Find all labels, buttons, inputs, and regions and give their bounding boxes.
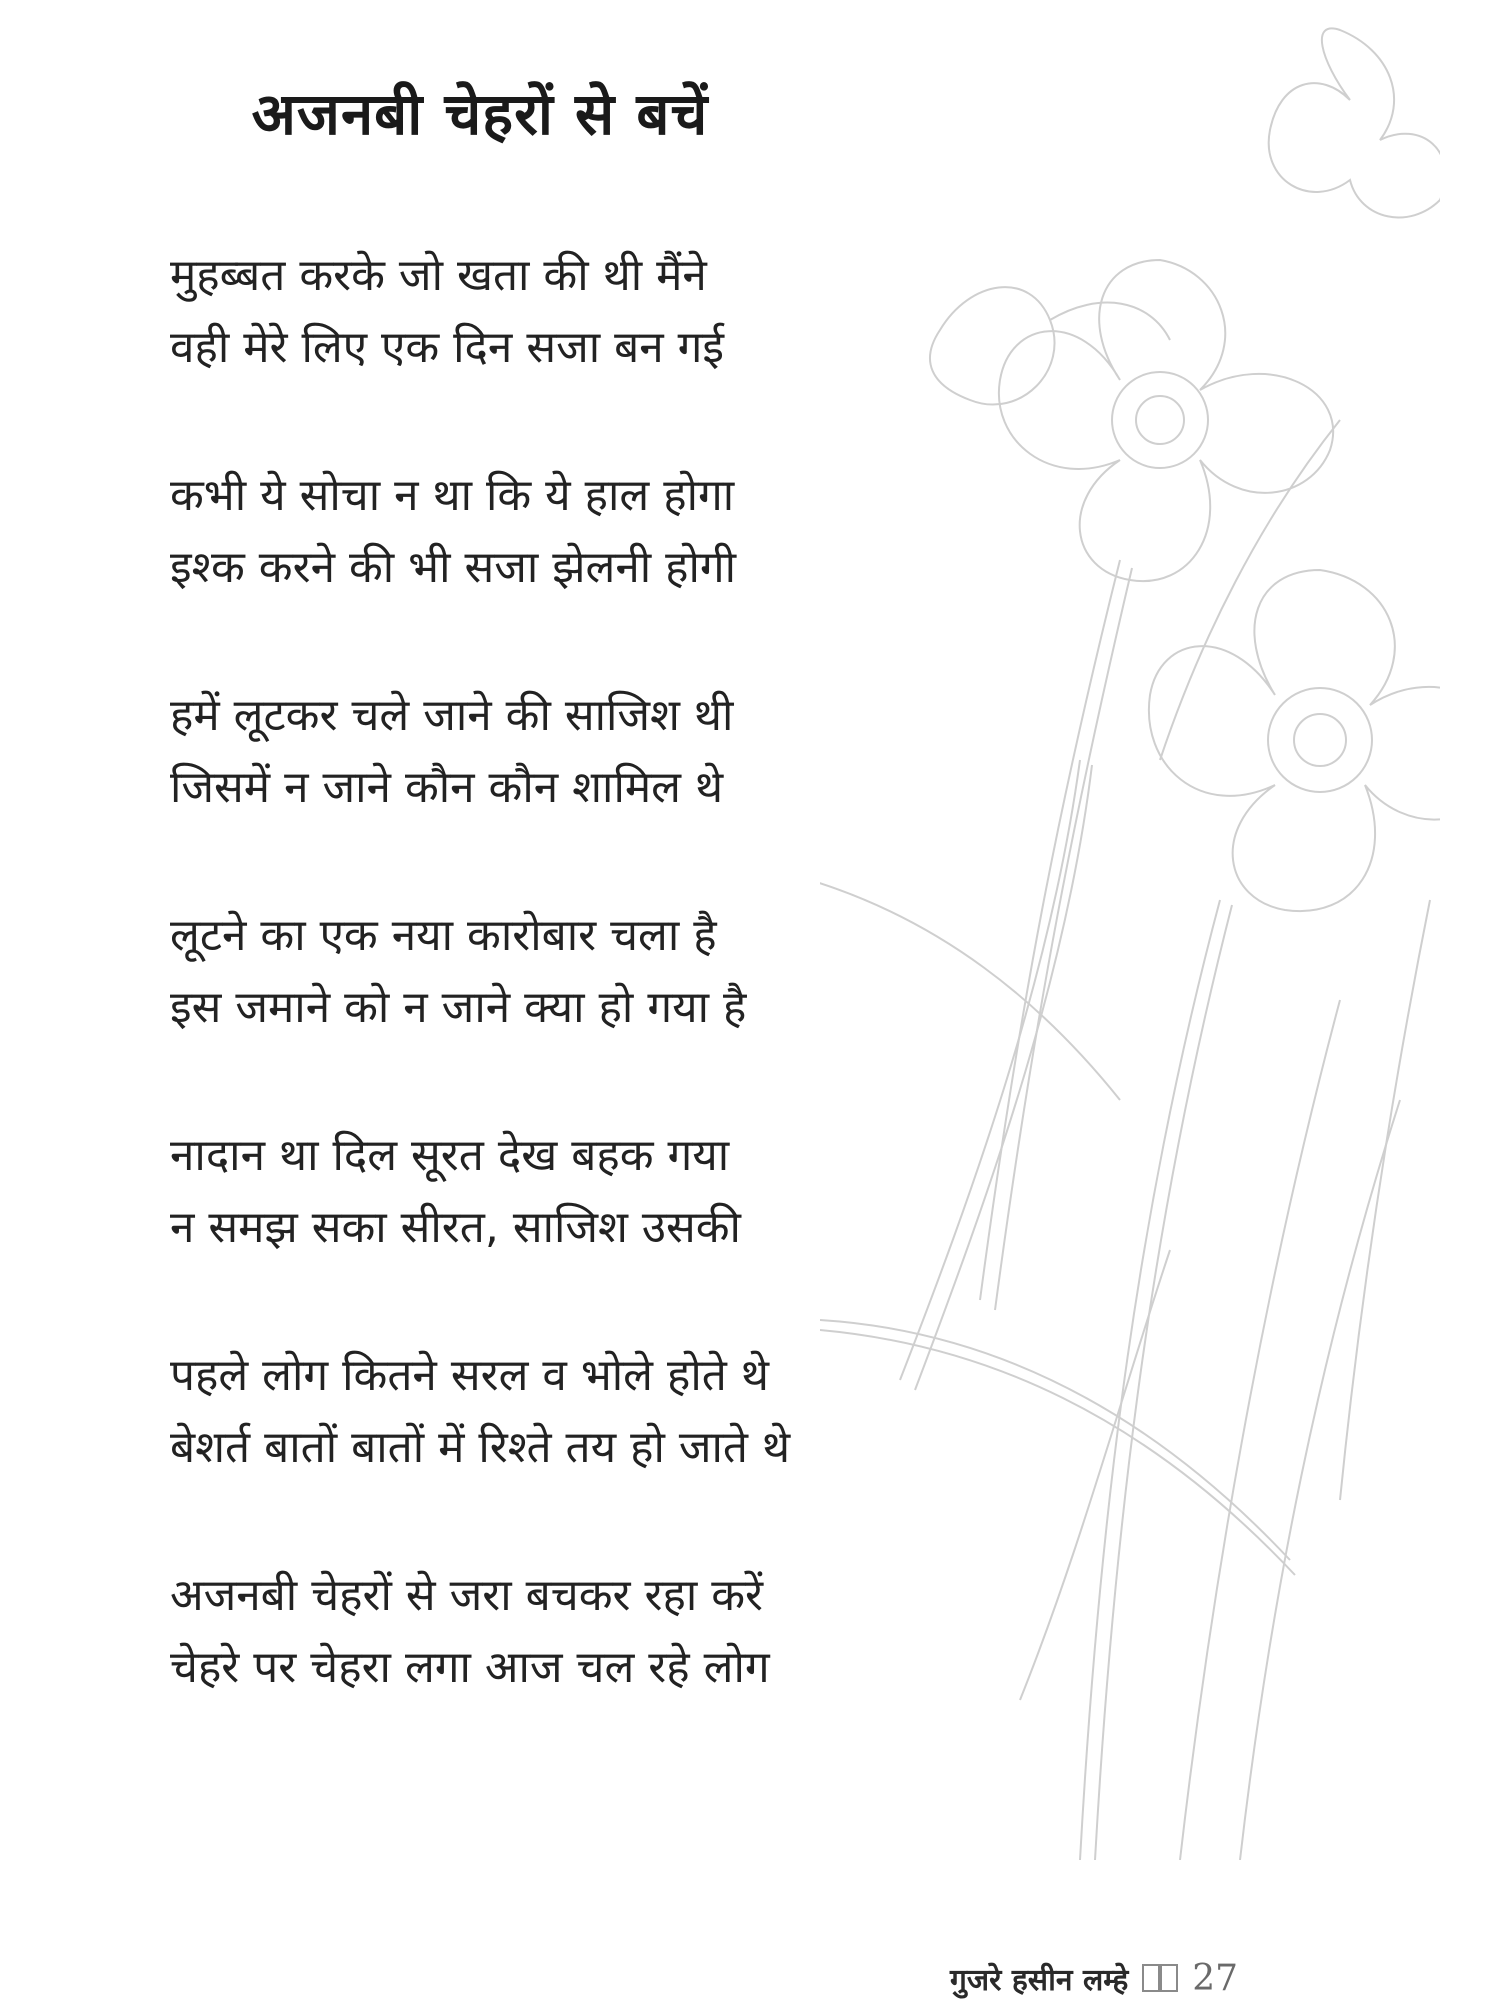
poem-line: जिसमें न जाने कौन कौन शामिल थे [170,762,724,813]
poem-title: अजनबी चेहरों से बचें [251,80,709,148]
poem-line: हमें लूटकर चले जाने की साजिश थी [170,690,734,741]
poem-line: अजनबी चेहरों से जरा बचकर रहा करें [170,1570,763,1621]
poem-line: इस जमाने को न जाने क्या हो गया है [170,982,747,1033]
page-footer [950,1957,1310,1999]
page-number: 27 [1192,1957,1239,1999]
book-icon [1140,1961,1180,1995]
poem-line: पहले लोग कितने सरल व भोले होते थे [170,1350,769,1401]
poem-line: नादान था दिल सूरत देख बहक गया [170,1130,730,1181]
poem-line: न समझ सका सीरत, साजिश उसकी [170,1202,741,1253]
poem-body [170,240,870,1780]
stanza [170,1340,870,1560]
poem-line: चेहरे पर चेहरा लगा आज चल रहे लोग [170,1642,770,1693]
stanza [170,680,870,900]
stanza [170,1120,870,1340]
poem-line: लूटने का एक नया कारोबार चला है [170,910,717,961]
poem-line: मुहब्बत करके जो खता की थी मैंने [170,250,707,301]
poem-line: वही मेरे लिए एक दिन सजा बन गई [170,322,725,373]
poem-line: कभी ये सोचा न था कि ये हाल होगा [170,470,735,521]
stanza [170,1560,870,1780]
stanza [170,240,870,460]
stanza [170,900,870,1120]
poem-line: इश्क करने की भी सजा झेलनी होगी [170,542,737,593]
flower-illustration [820,0,1440,1860]
book-title: गुजरे हसीन लम्हे [950,1962,1129,1998]
stanza [170,460,870,680]
poem-line: बेशर्त बातों बातों में रिश्ते तय हो जाते थे [170,1422,791,1473]
